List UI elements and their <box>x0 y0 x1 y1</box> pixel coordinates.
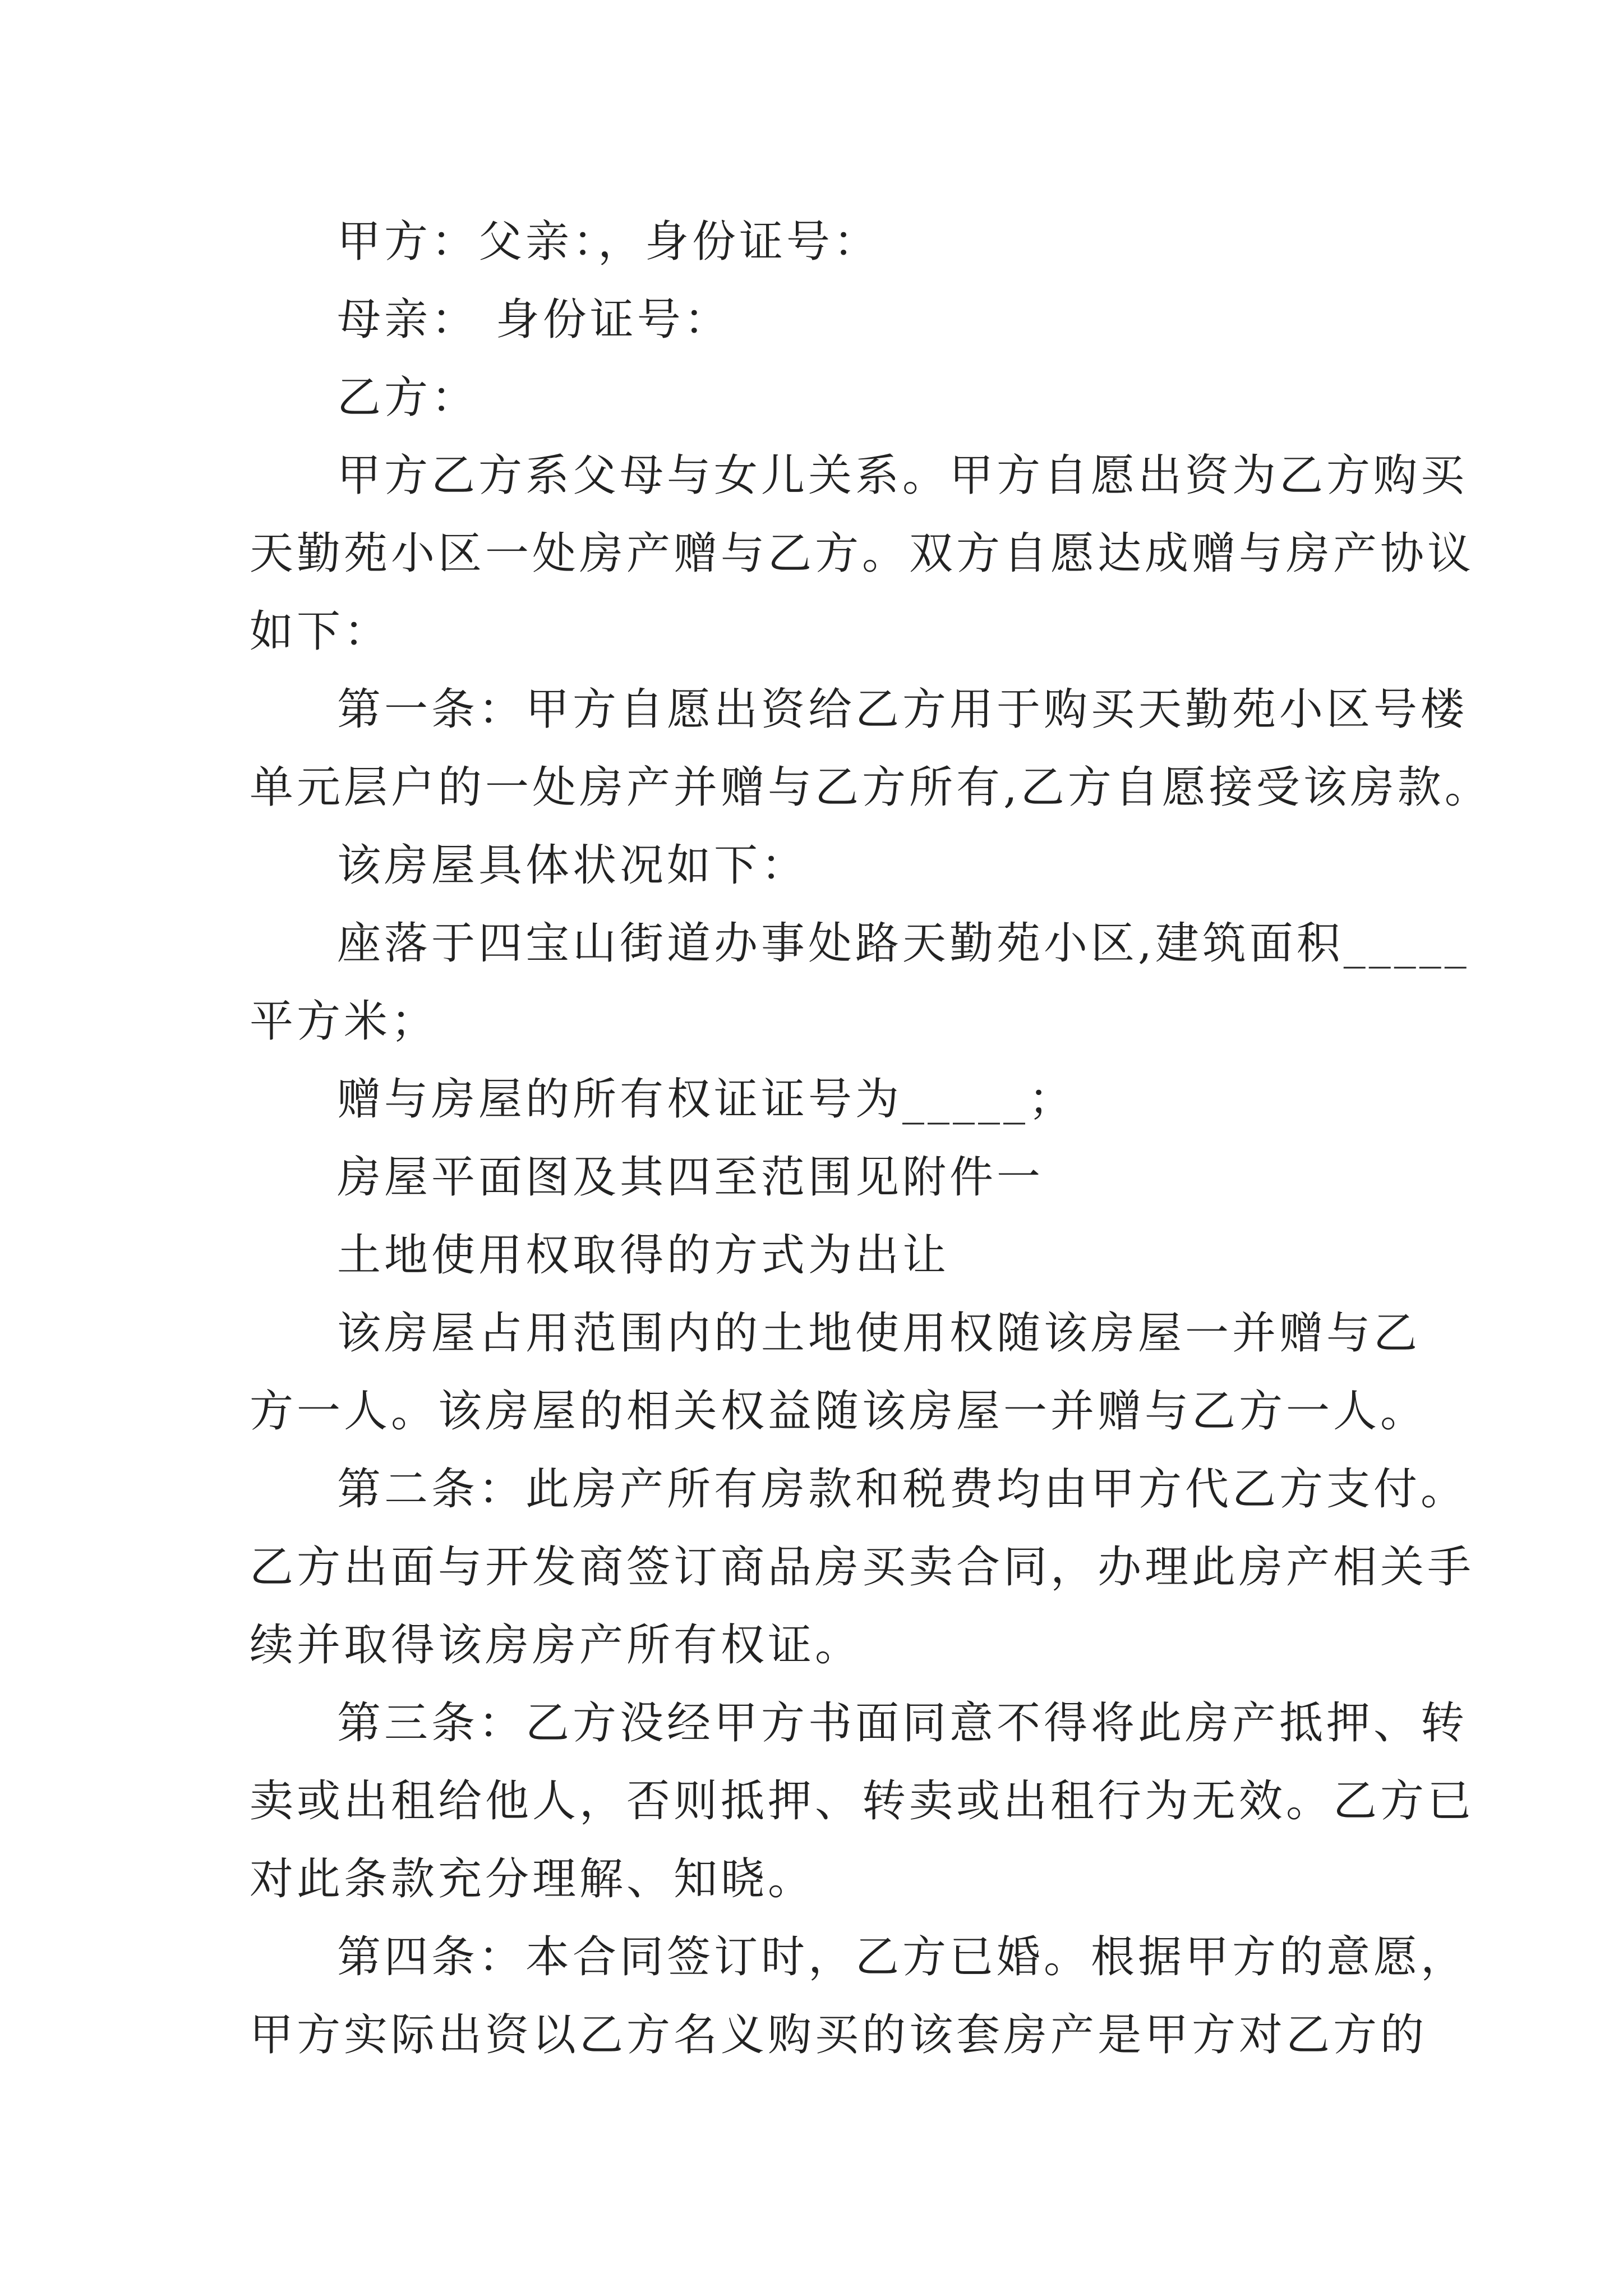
text-line: 平方米； <box>250 996 439 1047</box>
text-line-article-1: 第一条：甲方自愿出资给乙方用于购买天勤苑小区号楼 <box>337 684 1468 735</box>
text-line: 座落于四宝山街道办事处路天勤苑小区,建筑面积_____ <box>337 918 1470 969</box>
text-line-article-4: 第四条：本合同签订时，乙方已婚。根据甲方的意愿， <box>337 1932 1468 1982</box>
text-line-party-b: 乙方： <box>337 372 479 423</box>
text-line-article-3: 第三条：乙方没经甲方书面同意不得将此房产抵押、转 <box>337 1698 1468 1749</box>
text-line: 单元层户的一处房产并赠与乙方所有,乙方自愿接受该房款。 <box>250 762 1492 813</box>
text-line-mother: 母亲： 身份证号： <box>337 295 731 345</box>
text-line: 土地使用权取得的方式为出让 <box>337 1230 950 1281</box>
text-line-party-a: 甲方：父亲：，身份证号： <box>337 217 881 267</box>
text-line: 续并取得该房房产所有权证。 <box>250 1620 863 1671</box>
text-line-article-2: 第二条：此房产所有房款和税费均由甲方代乙方支付。 <box>337 1464 1468 1515</box>
text-line: 该房屋占用范围内的土地使用权随该房屋一并赠与乙 <box>337 1308 1421 1359</box>
text-line: 该房屋具体状况如下： <box>337 840 809 891</box>
text-line: 对此条款充分理解、知晓。 <box>250 1854 815 1904</box>
text-line: 方一人。该房屋的相关权益随该房屋一并赠与乙方一人。 <box>250 1386 1428 1437</box>
text-line: 乙方出面与开发商签订商品房买卖合同，办理此房产相关手 <box>250 1542 1475 1593</box>
text-line: 天勤苑小区一处房产赠与乙方。双方自愿达成赠与房产协议 <box>250 528 1475 579</box>
text-line: 甲方乙方系父母与女儿关系。甲方自愿出资为乙方购买 <box>337 450 1468 501</box>
text-line: 卖或出租给他人，否则抵押、转卖或出租行为无效。乙方已 <box>250 1776 1475 1826</box>
text-line: 赠与房屋的所有权证证号为_____； <box>337 1074 1076 1125</box>
text-line: 如下： <box>250 606 391 657</box>
text-line: 房屋平面图及其四至范围见附件一 <box>337 1152 1044 1203</box>
text-line: 甲方实际出资以乙方名义购买的该套房产是甲方对乙方的 <box>250 2010 1428 2060</box>
